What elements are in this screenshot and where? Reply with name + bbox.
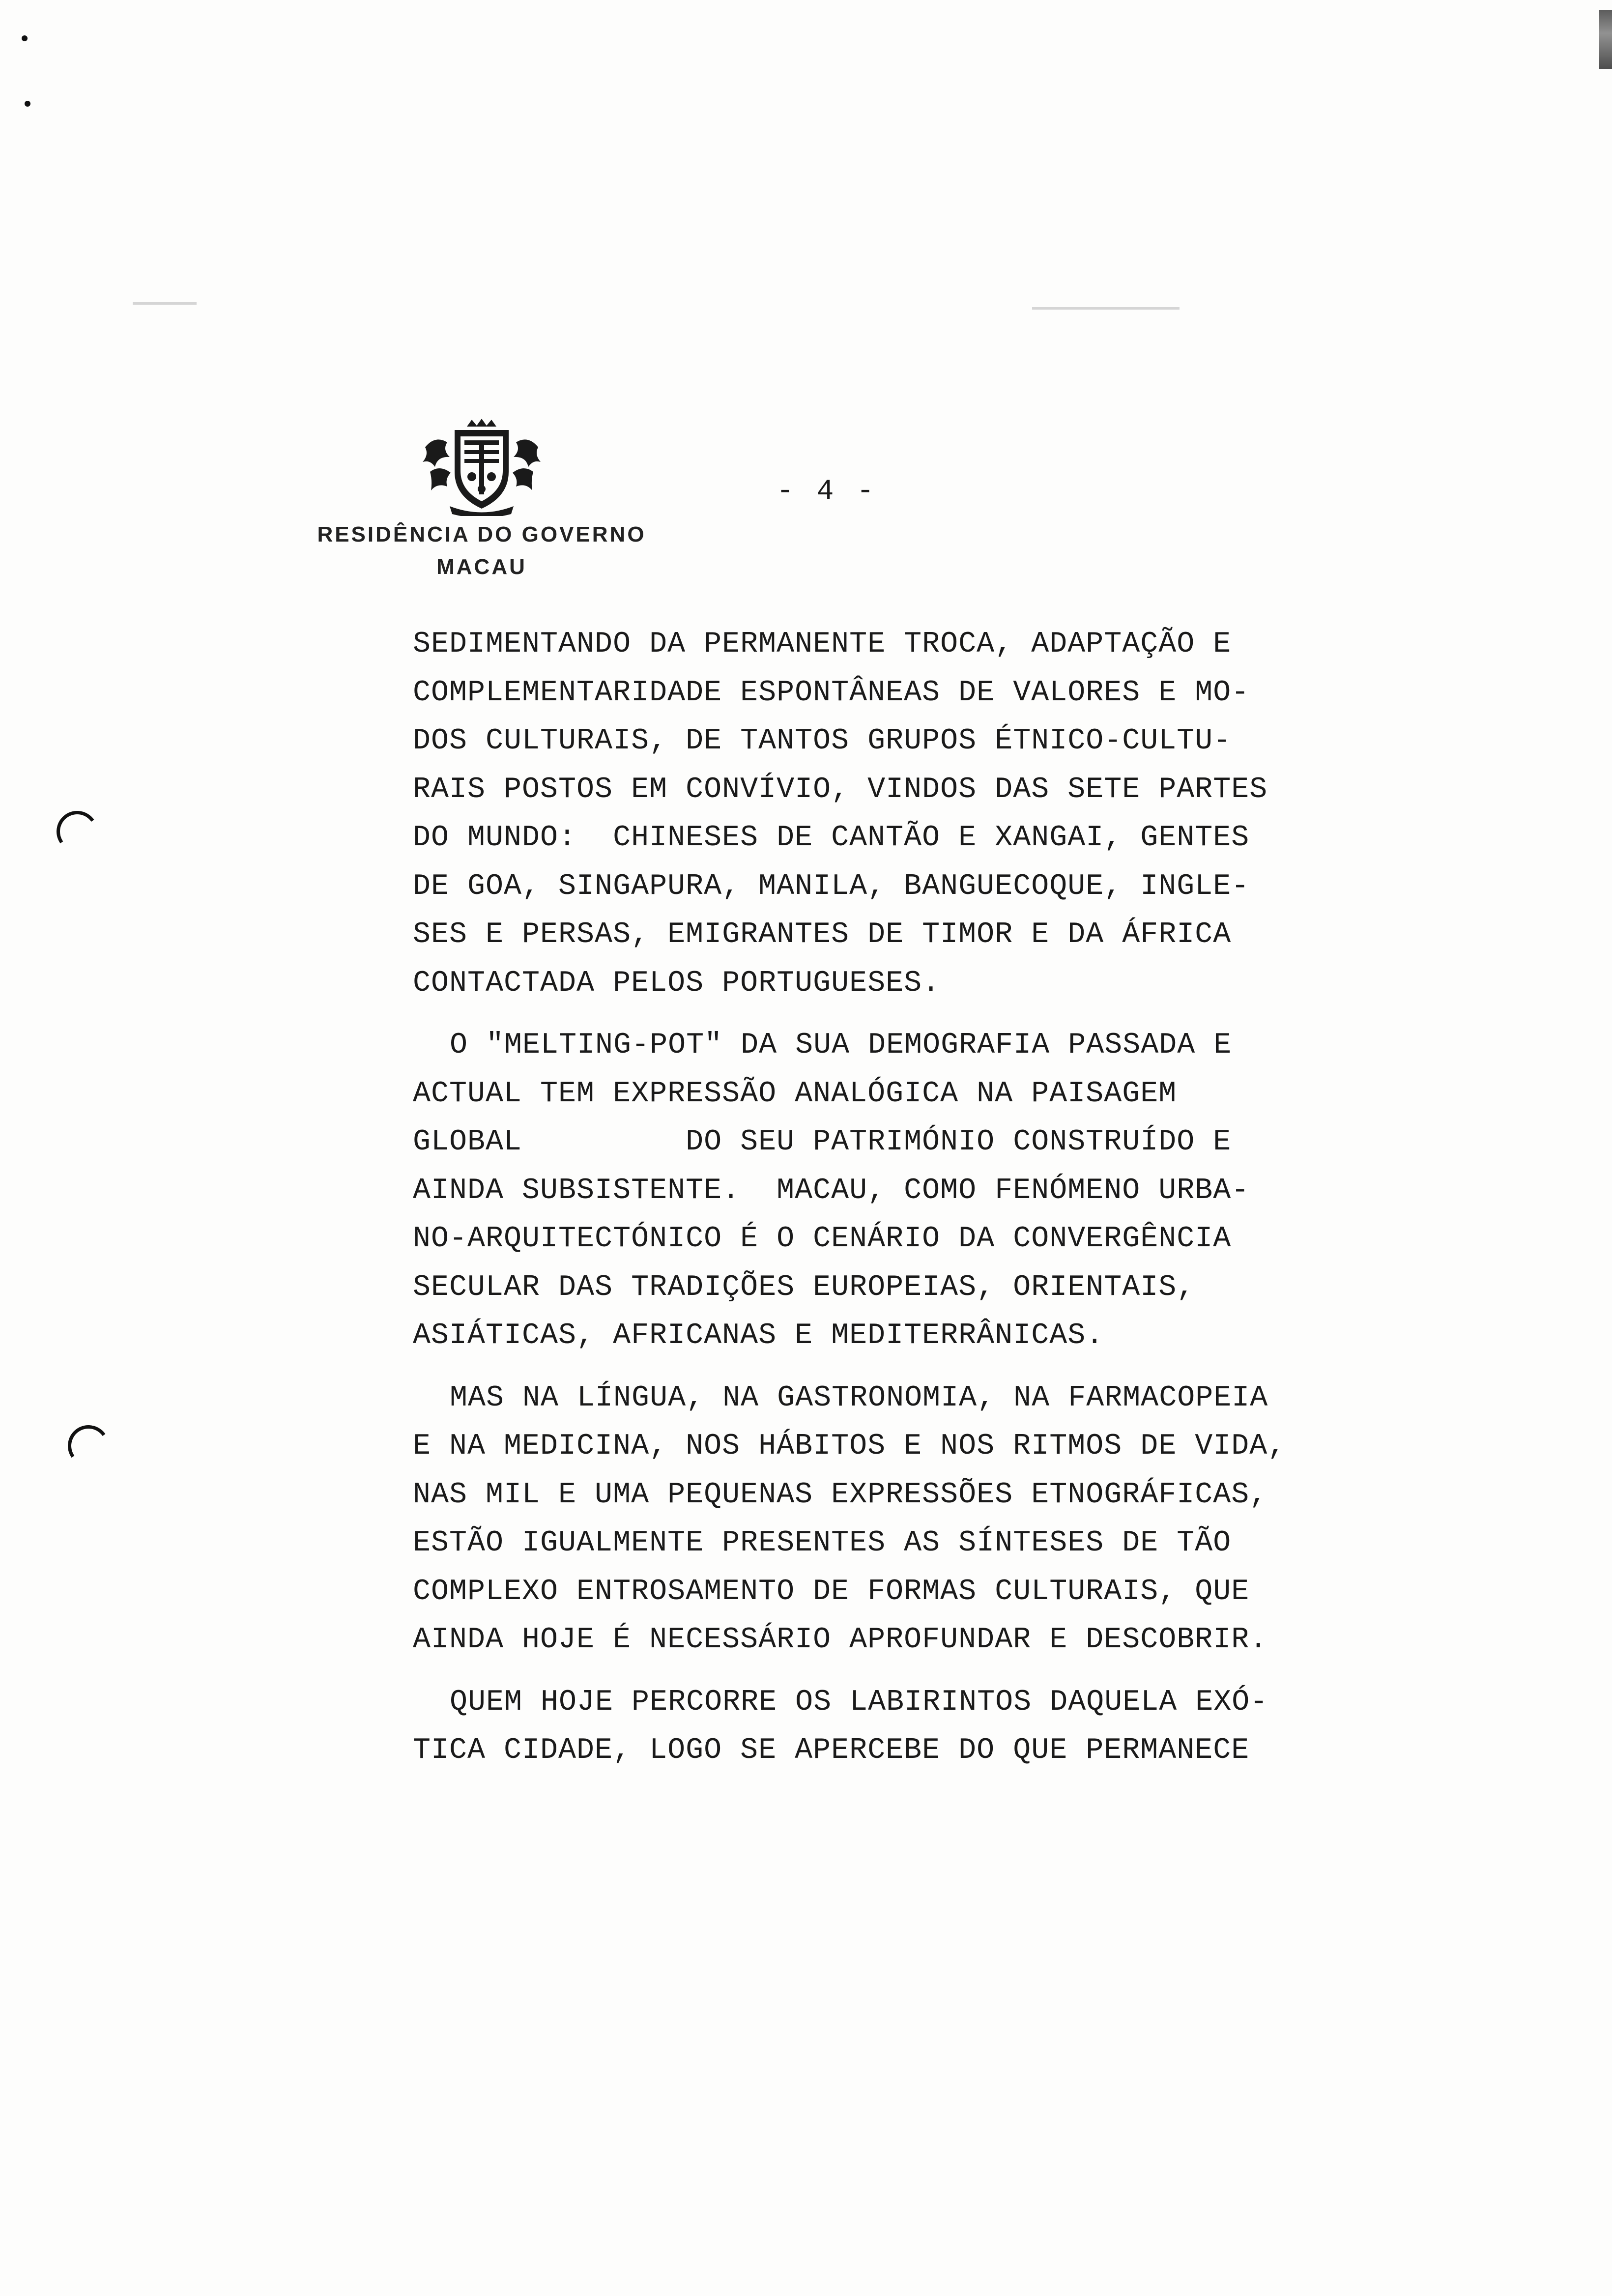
page-number: - 4 - xyxy=(777,476,877,508)
text-line: AINDA HOJE É NECESSÁRIO APROFUNDAR E DESCOBRIR. xyxy=(413,1623,1268,1657)
text-line: E NA MEDICINA, NOS HÁBITOS E NOS RITMOS DE VIDA, xyxy=(413,1430,1286,1463)
scan-speckle xyxy=(1032,307,1180,310)
punch-hole-mark xyxy=(64,1422,112,1469)
text-line: DE GOA, SINGAPURA, MANILA, BANGUECOQUE, INGLE- xyxy=(413,869,1250,903)
text-line: SEDIMENTANDO DA PERMANENTE TROCA, ADAPTAÇÃO E xyxy=(413,628,1232,661)
text-line: NAS MIL E UMA PEQUENAS EXPRESSÕES ETNOGRÁFICAS, xyxy=(413,1478,1268,1512)
coat-of-arms-icon xyxy=(420,418,543,516)
text-line: CONTACTADA PELOS PORTUGUESES. xyxy=(413,966,941,1000)
text-line: ACTUAL TEM EXPRESSÃO ANALÓGICA NA PAISAGEM xyxy=(413,1077,1177,1111)
paragraph xyxy=(413,1021,1347,1360)
text-line: RAIS POSTOS EM CONVÍVIO, VINDOS DAS SETE PARTES xyxy=(413,773,1268,806)
text-line: COMPLEMENTARIDADE ESPONTÂNEAS DE VALORES E MO- xyxy=(413,676,1250,710)
text-line: MAS NA LÍNGUA, NA GASTRONOMIA, NA FARMACOPEIA xyxy=(450,1381,1268,1415)
text-line: DOS CULTURAIS, DE TANTOS GRUPOS ÉTNICO-CULTU- xyxy=(413,724,1232,758)
institution-name: RESIDÊNCIA DO GOVERNO xyxy=(317,522,646,546)
scan-dot xyxy=(25,101,30,107)
paragraph xyxy=(413,1678,1347,1775)
paragraph xyxy=(413,620,1347,1007)
punch-hole-mark xyxy=(53,807,101,855)
text-line: ESTÃO IGUALMENTE PRESENTES AS SÍNTESES DE TÃO xyxy=(413,1526,1232,1560)
scan-dot xyxy=(22,35,28,41)
text-line: COMPLEXO ENTROSAMENTO DE FORMAS CULTURAIS, QUE xyxy=(413,1575,1250,1608)
text-line: DO MUNDO: CHINESES DE CANTÃO E XANGAI, GENTES xyxy=(413,821,1250,855)
text-line: AINDA SUBSISTENTE. MACAU, COMO FENÓMENO URBA- xyxy=(413,1174,1250,1207)
text-line: GLOBAL DO SEU PATRIMÓNIO CONSTRUÍDO E xyxy=(413,1125,1232,1159)
scan-speckle xyxy=(133,302,197,305)
text-line: NO-ARQUITECTÓNICO É O CENÁRIO DA CONVERGÊNCIA xyxy=(413,1222,1232,1256)
text-line: TICA CIDADE, LOGO SE APERCEBE DO QUE PERMANECE xyxy=(413,1734,1250,1767)
paragraph xyxy=(413,1374,1347,1665)
text-line: O "MELTING-POT" DA SUA DEMOGRAFIA PASSADA E xyxy=(450,1029,1232,1062)
letterhead-institution xyxy=(315,518,649,583)
text-line: QUEM HOJE PERCORRE OS LABIRINTOS DAQUELA EXÓ- xyxy=(450,1685,1268,1719)
institution-city: MACAU xyxy=(436,555,527,579)
text-line: ASIÁTICAS, AFRICANAS E MEDITERRÂNICAS. xyxy=(413,1319,1104,1352)
document-body xyxy=(413,620,1347,1789)
text-line: SECULAR DAS TRADIÇÕES EUROPEIAS, ORIENTAIS, xyxy=(413,1270,1195,1304)
staple-mark xyxy=(1599,10,1612,69)
text-line: SES E PERSAS, EMIGRANTES DE TIMOR E DA ÁFRICA xyxy=(413,918,1232,951)
